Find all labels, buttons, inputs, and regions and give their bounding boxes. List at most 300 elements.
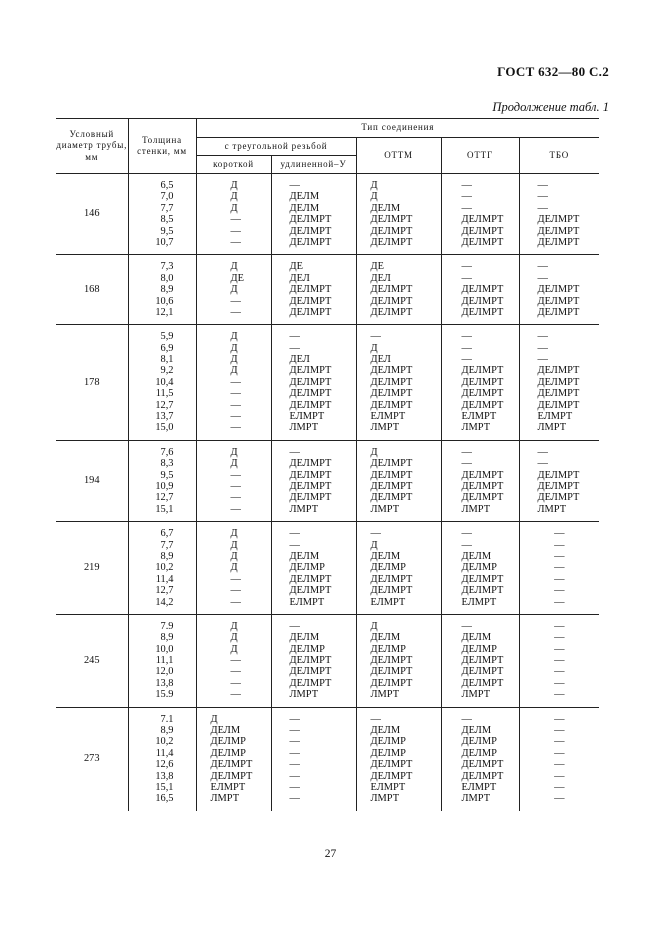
cell-value: — (537, 272, 548, 284)
cell-value: ДЕЛМРТ (537, 284, 580, 296)
cell-value: — (461, 539, 472, 551)
cell-value: 11,4 (155, 573, 174, 585)
cell-value: ЕЛМРТ (537, 411, 573, 423)
table-row (56, 522, 599, 615)
cell-value: ЕЛМРТ (461, 596, 497, 608)
cell-value: 10,0 (155, 643, 174, 655)
cell-value: — (554, 596, 565, 608)
cell-value: ДЕЛМРТ (537, 388, 580, 400)
cell-value: — (230, 295, 241, 307)
cell-value: ДЕЛМРТ (461, 770, 504, 782)
cell-value: 13,8 (155, 770, 174, 782)
cell-value: — (230, 492, 241, 504)
cell-value: ДЕЛМРТ (370, 677, 413, 689)
cell-value: ДЕЛМР (289, 643, 325, 655)
tbo-cell (519, 614, 599, 707)
cell-value: ЛМРТ (289, 422, 319, 434)
col-header-tbo: ТБО (519, 138, 599, 174)
cell-value: — (554, 643, 565, 655)
cell-value: ДЕЛМРТ (537, 492, 580, 504)
cell-value: 12,1 (155, 306, 174, 318)
cell-value: 9,2 (160, 365, 174, 377)
cell-value: — (230, 214, 241, 226)
cell-value: ДЕЛМР (370, 736, 406, 748)
cell-value: ДЕЛМРТ (461, 365, 504, 377)
cell-value: Д (230, 539, 238, 551)
cell-value: ДЕЛМРТ (370, 295, 413, 307)
cell-value: Д (230, 191, 238, 203)
cell-value: ДЕЛМРТ (289, 306, 332, 318)
cell-value: ДЕЛМРТ (370, 469, 413, 481)
cell-value: ДЕЛМРТ (289, 458, 332, 470)
cell-value: — (289, 793, 300, 805)
cell-value: ЕЛМРТ (289, 411, 325, 423)
cell-value: ДЕЛМРТ (289, 573, 332, 585)
cell-value: 11,1 (155, 655, 174, 667)
tbo-cell (519, 440, 599, 521)
cell-value: ДЕЛМРТ (370, 655, 413, 667)
table-row (56, 174, 599, 255)
cell-value: ЕЛМРТ (461, 411, 497, 423)
cell-value: Д (230, 528, 238, 540)
table-row (56, 255, 599, 325)
cell-value: ДЕЛМРТ (289, 469, 332, 481)
cell-value: Д (230, 261, 238, 273)
thickness-cell (128, 325, 196, 441)
short-thread-cell (196, 522, 271, 615)
cell-value: — (461, 342, 472, 354)
cell-value: ДЕЛМРТ (289, 214, 332, 226)
cell-value: 6,7 (160, 528, 174, 540)
cell-value: — (461, 354, 472, 366)
tbo-cell (519, 174, 599, 255)
cell-value: ДЕЛМРТ (537, 469, 580, 481)
cell-value: ДЕЛ (289, 272, 310, 284)
cell-value: Д (230, 458, 238, 470)
short-thread-cell (196, 440, 271, 521)
cell-value: — (289, 342, 300, 354)
short-thread-cell (196, 174, 271, 255)
cell-value: — (461, 528, 472, 540)
cell-value: 11,4 (155, 747, 174, 759)
cell-value: — (554, 528, 565, 540)
cell-value: — (554, 550, 565, 562)
cell-value: — (554, 677, 565, 689)
table-continuation-label: Продолжение табл. 1 (492, 100, 609, 114)
cell-value: ДЕЛМ (289, 191, 320, 203)
thickness-cell (128, 707, 196, 811)
ottm-cell (356, 325, 441, 441)
ottg-cell (441, 174, 519, 255)
cell-value: ДЕЛМРТ (370, 759, 413, 771)
cell-value: — (537, 202, 548, 214)
cell-value: ДЕЛМРТ (461, 225, 504, 237)
cell-value: ДЕЛМРТ (537, 214, 580, 226)
cell-value: Д (230, 620, 238, 632)
cell-value: ДЕЛМРТ (289, 585, 332, 597)
table-row (56, 325, 599, 441)
cell-value: Д (230, 562, 238, 574)
cell-value: ДЕЛМРТ (210, 770, 253, 782)
cell-value: ДЕЛМРТ (370, 492, 413, 504)
cell-value: ЛМРТ (461, 689, 491, 701)
cell-value: ДЕЛМРТ (461, 480, 504, 492)
cell-value: — (370, 528, 381, 540)
cell-value: — (554, 666, 565, 678)
cell-value: ЛМРТ (210, 793, 240, 805)
cell-value: 12,7 (155, 399, 174, 411)
cell-value: Д (230, 550, 238, 562)
cell-value: — (537, 191, 548, 203)
cell-value: 7.1 (160, 713, 174, 725)
diameter-cell: 273 (56, 707, 128, 811)
cell-value: ДЕЛМРТ (461, 469, 504, 481)
cell-value: — (230, 666, 241, 678)
ottg-cell (441, 522, 519, 615)
cell-value: — (537, 446, 548, 458)
cell-value: ЛМРТ (461, 422, 491, 434)
cell-value: ДЕЛМРТ (289, 365, 332, 377)
cell-value: ДЕЛМРТ (289, 376, 332, 388)
ottm-cell (356, 522, 441, 615)
cell-value: ЛМРТ (537, 422, 567, 434)
cell-value: ЛМРТ (370, 503, 400, 515)
col-header-connection-type: Тип соединения (196, 119, 599, 138)
cell-value: — (289, 713, 300, 725)
cell-value: — (554, 770, 565, 782)
cell-value: ДЕЛМРТ (461, 573, 504, 585)
cell-value: ДЕЛМРТ (289, 677, 332, 689)
cell-value: — (554, 747, 565, 759)
cell-value: Д (230, 446, 238, 458)
ottg-cell (441, 325, 519, 441)
cell-value: ДЕЛМ (461, 550, 492, 562)
cell-value: ДЕЛМРТ (370, 236, 413, 248)
cell-value: ДЕЛМР (370, 643, 406, 655)
cell-value: ДЕЛМРТ (370, 480, 413, 492)
col-header-short: короткой (196, 156, 271, 174)
cell-value: — (461, 272, 472, 284)
cell-value: 10,2 (155, 736, 174, 748)
elongated-thread-cell (271, 440, 356, 521)
cell-value: 11,5 (155, 388, 174, 400)
pipe-connection-table (56, 118, 599, 811)
cell-value: 8,0 (160, 272, 174, 284)
cell-value: ДЕЛМРТ (289, 399, 332, 411)
cell-value: — (289, 725, 300, 737)
cell-value: — (289, 620, 300, 632)
tbo-cell (519, 707, 599, 811)
cell-value: ДЕЛМРТ (370, 214, 413, 226)
ottm-cell (356, 707, 441, 811)
cell-value: ЛМРТ (370, 793, 400, 805)
cell-value: Д (370, 180, 378, 191)
cell-value: — (554, 793, 565, 805)
cell-value: Д (230, 202, 238, 214)
table-header (56, 119, 599, 174)
cell-value: — (554, 689, 565, 701)
cell-value: ДЕ (370, 261, 384, 273)
cell-value: — (554, 781, 565, 793)
cell-value: ДЕЛМРТ (461, 399, 504, 411)
cell-value: ДЕЛМ (289, 632, 320, 644)
cell-value: — (230, 596, 241, 608)
cell-value: Д (210, 713, 218, 725)
cell-value: 12,7 (155, 585, 174, 597)
cell-value: — (537, 331, 548, 343)
cell-value: ЕЛМРТ (289, 596, 325, 608)
cell-value: 8,9 (160, 725, 174, 737)
thickness-cell (128, 440, 196, 521)
cell-value: ДЕЛМРТ (370, 306, 413, 318)
cell-value: — (554, 759, 565, 771)
ottg-cell (441, 707, 519, 811)
cell-value: 13,7 (155, 411, 174, 423)
cell-value: — (230, 585, 241, 597)
elongated-thread-cell (271, 325, 356, 441)
cell-value: ДЕЛМРТ (461, 492, 504, 504)
cell-value: — (554, 562, 565, 574)
cell-value: Д (370, 539, 378, 551)
cell-value: — (230, 236, 241, 248)
cell-value: — (370, 331, 381, 343)
cell-value: — (289, 781, 300, 793)
cell-value: — (554, 573, 565, 585)
cell-value: 9,5 (160, 225, 174, 237)
cell-value: — (554, 725, 565, 737)
table-row (56, 440, 599, 521)
cell-value: — (554, 655, 565, 667)
cell-value: — (289, 736, 300, 748)
ottg-cell (441, 255, 519, 325)
short-thread-cell (196, 325, 271, 441)
cell-value: ЕЛМРТ (370, 411, 406, 423)
cell-value: 7,0 (160, 191, 174, 203)
thickness-cell (128, 174, 196, 255)
col-header-ottm: ОТТМ (356, 138, 441, 174)
diameter-cell: 146 (56, 174, 128, 255)
cell-value: — (230, 469, 241, 481)
col-header-diameter: Условный диаметр трубы, мм (56, 119, 128, 174)
cell-value: — (554, 620, 565, 632)
cell-value: ДЕЛМРТ (370, 458, 413, 470)
cell-value: ДЕЛМРТ (461, 655, 504, 667)
cell-value: ДЕЛМРТ (370, 770, 413, 782)
cell-value: ДЕЛМРТ (537, 365, 580, 377)
cell-value: Д (370, 620, 378, 632)
table-row (56, 707, 599, 811)
cell-value: — (289, 331, 300, 343)
thickness-cell (128, 255, 196, 325)
cell-value: Д (370, 191, 378, 203)
cell-value: ДЕЛМРТ (537, 225, 580, 237)
cell-value: ДЕЛМРТ (289, 655, 332, 667)
cell-value: 6,5 (160, 180, 174, 191)
cell-value: ДЕ (230, 272, 244, 284)
cell-value: — (230, 399, 241, 411)
table-body (56, 174, 599, 811)
cell-value: 8,9 (160, 632, 174, 644)
cell-value: Д (230, 342, 238, 354)
cell-value: Д (230, 365, 238, 377)
page-header-title: ГОСТ 632—80 С.2 (497, 64, 609, 79)
elongated-thread-cell (271, 707, 356, 811)
cell-value: ЕЛМРТ (210, 781, 246, 793)
cell-value: — (537, 342, 548, 354)
cell-value: ДЕЛМРТ (461, 666, 504, 678)
cell-value: ДЕЛМР (461, 643, 497, 655)
cell-value: 8,9 (160, 550, 174, 562)
ottm-cell (356, 174, 441, 255)
cell-value: — (230, 655, 241, 667)
cell-value: Д (230, 180, 238, 191)
cell-value: Д (230, 632, 238, 644)
cell-value: ДЕЛМРТ (370, 399, 413, 411)
cell-value: 15,1 (155, 503, 174, 515)
cell-value: Д (230, 354, 238, 366)
cell-value: — (461, 202, 472, 214)
cell-value: — (230, 225, 241, 237)
cell-value: 8,3 (160, 458, 174, 470)
cell-value: ДЕЛМ (461, 725, 492, 737)
cell-value: Д (230, 331, 238, 343)
cell-value: — (230, 480, 241, 492)
cell-value: ЕЛМРТ (461, 781, 497, 793)
cell-value: — (289, 180, 300, 191)
cell-value: 5,9 (160, 331, 174, 343)
cell-value: 14,2 (155, 596, 174, 608)
cell-value: ДЕЛМРТ (461, 214, 504, 226)
cell-value: — (230, 306, 241, 318)
cell-value: 7.9 (160, 620, 174, 632)
cell-value: ДЕЛМ (370, 550, 401, 562)
cell-value: ДЕЛМ (370, 632, 401, 644)
cell-value: — (461, 458, 472, 470)
elongated-thread-cell (271, 174, 356, 255)
cell-value: ДЕЛМРТ (370, 225, 413, 237)
cell-value: ДЕЛМР (210, 747, 246, 759)
cell-value: — (230, 677, 241, 689)
diameter-cell: 219 (56, 522, 128, 615)
cell-value: — (289, 539, 300, 551)
cell-value: ДЕЛМ (289, 550, 320, 562)
cell-value: — (230, 689, 241, 701)
cell-value: ЛМРТ (370, 689, 400, 701)
cell-value: ДЕЛМ (210, 725, 241, 737)
cell-value: ЛМРТ (461, 793, 491, 805)
cell-value: — (289, 446, 300, 458)
cell-value: 7,3 (160, 261, 174, 273)
cell-value: ДЕЛ (370, 354, 391, 366)
thickness-cell (128, 522, 196, 615)
page-number: 27 (324, 848, 337, 860)
cell-value: 7,6 (160, 446, 174, 458)
cell-value: ДЕЛМ (370, 202, 401, 214)
cell-value: ДЕЛМР (210, 736, 246, 748)
cell-value: ДЕЛМРТ (289, 388, 332, 400)
cell-value: — (537, 261, 548, 273)
cell-value: ДЕЛМРТ (289, 480, 332, 492)
cell-value: 12,0 (155, 666, 174, 678)
cell-value: 10,2 (155, 562, 174, 574)
cell-value: — (230, 422, 241, 434)
cell-value: ДЕЛМРТ (370, 365, 413, 377)
cell-value: — (289, 759, 300, 771)
cell-value: — (537, 354, 548, 366)
cell-value: ДЕЛМРТ (289, 236, 332, 248)
cell-value: — (537, 180, 548, 191)
short-thread-cell (196, 614, 271, 707)
cell-value: — (289, 747, 300, 759)
cell-value: ДЕЛМРТ (461, 376, 504, 388)
col-header-elongated: удлиненной–У (271, 156, 356, 174)
cell-value: 12,6 (155, 759, 174, 771)
cell-value: ДЕЛМРТ (461, 306, 504, 318)
cell-value: ДЕЛМРТ (537, 376, 580, 388)
cell-value: ДЕЛМРТ (461, 284, 504, 296)
cell-value: 8,5 (160, 214, 174, 226)
cell-value: 8,9 (160, 284, 174, 296)
cell-value: — (537, 458, 548, 470)
cell-value: 13,8 (155, 677, 174, 689)
cell-value: ЛМРТ (289, 689, 319, 701)
cell-value: — (554, 539, 565, 551)
cell-value: ДЕЛМРТ (370, 388, 413, 400)
cell-value: ДЕЛМРТ (289, 295, 332, 307)
cell-value: — (461, 331, 472, 343)
cell-value: 15,1 (155, 781, 174, 793)
cell-value: Д (230, 643, 238, 655)
cell-value: ДЕЛМРТ (289, 225, 332, 237)
short-thread-cell (196, 255, 271, 325)
cell-value: 6,9 (160, 342, 174, 354)
col-header-triangular-thread: с треугольной резьбой (196, 138, 356, 156)
cell-value: ДЕЛ (289, 354, 310, 366)
cell-value: 10,7 (155, 236, 174, 248)
cell-value: ДЕЛМРТ (461, 677, 504, 689)
cell-value: ДЕЛМРТ (537, 236, 580, 248)
cell-value: — (554, 713, 565, 725)
cell-value: ДЕЛМР (370, 562, 406, 574)
cell-value: 7,7 (160, 202, 174, 214)
cell-value: ДЕЛМРТ (461, 388, 504, 400)
cell-value: ДЕЛМР (289, 562, 325, 574)
cell-value: Д (370, 446, 378, 458)
cell-value: ЕЛМРТ (370, 596, 406, 608)
cell-value: 15,0 (155, 422, 174, 434)
cell-value: ДЕЛМ (289, 202, 320, 214)
cell-value: ДЕЛМРТ (370, 573, 413, 585)
cell-value: — (230, 573, 241, 585)
cell-value: — (461, 180, 472, 191)
cell-value: ДЕЛМРТ (537, 480, 580, 492)
cell-value: ДЕЛМРТ (289, 492, 332, 504)
cell-value: ДЕЛМ (461, 632, 492, 644)
ottm-cell (356, 255, 441, 325)
table-row (56, 614, 599, 707)
cell-value: ДЕЛМРТ (537, 295, 580, 307)
diameter-cell: 245 (56, 614, 128, 707)
elongated-thread-cell (271, 255, 356, 325)
cell-value: ДЕЛМР (370, 747, 406, 759)
cell-value: 10,6 (155, 295, 174, 307)
diameter-cell: 194 (56, 440, 128, 521)
cell-value: 16,5 (155, 793, 174, 805)
cell-value: — (554, 632, 565, 644)
cell-value: ЛМРТ (461, 503, 491, 515)
elongated-thread-cell (271, 522, 356, 615)
cell-value: ДЕЛМРТ (461, 236, 504, 248)
